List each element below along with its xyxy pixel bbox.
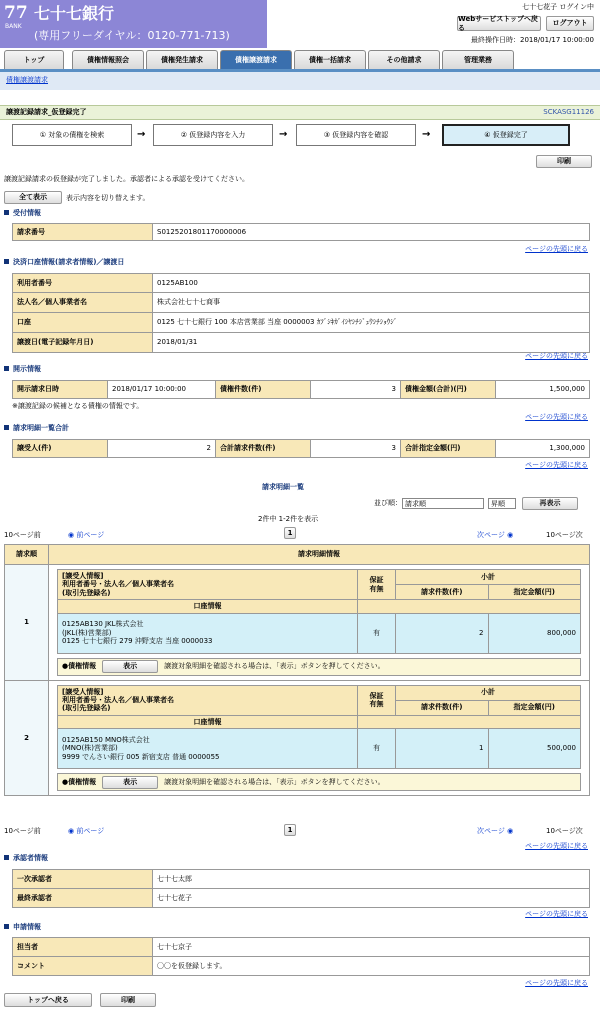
- disclosure-date: 2018/01/17 10:00:00: [108, 381, 216, 399]
- credit-info-label: ●債権情報: [62, 777, 97, 786]
- spacer: [358, 600, 581, 613]
- page-top-link[interactable]: ページの先頭に戻る: [525, 842, 588, 850]
- request-number: S0125201801170000006: [153, 224, 590, 241]
- sort-select[interactable]: 請求順: [402, 498, 484, 509]
- prev-page-label: 前ページ: [76, 827, 105, 835]
- section-account: 決済口座情報(請求者情報)／譲渡日: [4, 258, 124, 266]
- request-count: 1: [396, 729, 489, 769]
- section-summary: 請求明細一覧合計: [4, 424, 69, 432]
- page-number[interactable]: 1: [284, 527, 296, 539]
- next-10-pages: 10ページ次: [546, 827, 583, 835]
- guarantee-header: 保証 有無: [358, 570, 396, 600]
- tab-credit-inquiry[interactable]: 債権情報照会: [72, 50, 144, 69]
- row-inner-table: [57, 569, 581, 654]
- tab-bulk-request[interactable]: 債権一括請求: [294, 50, 366, 69]
- summary-label: 合計請求件数(件): [216, 440, 311, 458]
- party-header: [譲受人情報] 利用者番号・法人名／個人事業者名 (取引先登録名): [58, 685, 358, 715]
- assignee-name: 0125AB150 MNO株式会社 (MNO(株)営業部): [62, 736, 150, 753]
- summary-table: [12, 439, 590, 458]
- next-page-link[interactable]: [477, 827, 513, 835]
- main-tabs: [0, 50, 600, 72]
- specified-amount: 500,000: [488, 729, 581, 769]
- summary-label: 譲受人(件): [13, 440, 108, 458]
- row-block: [49, 565, 590, 681]
- credit-info-bar: [57, 773, 581, 791]
- completion-message: 譲渡記録請求の仮登録が完了しました。承認者による承認を受けてください。: [4, 175, 249, 183]
- assignee-info: [58, 613, 358, 653]
- step-2: ② 仮登録内容を入力: [153, 124, 273, 146]
- bank-logo: [0, 0, 267, 48]
- sub-nav: [0, 72, 600, 90]
- detail-table: [4, 544, 590, 796]
- tab-admin[interactable]: 管理業務: [442, 50, 514, 69]
- account-table: [12, 273, 590, 353]
- bank-name: 七十七銀行: [34, 4, 115, 23]
- count-header: 請求件数(件): [396, 700, 489, 715]
- page-top-link[interactable]: ページの先頭に戻る: [525, 979, 588, 987]
- subtotal-header: 小計: [396, 685, 581, 700]
- user-status: 七十七花子 ログイン中: [522, 3, 594, 11]
- account-label: 法人名／個人事業者名: [13, 293, 153, 313]
- row-block: [49, 680, 590, 796]
- print-button[interactable]: 印刷: [536, 155, 592, 168]
- credit-count: 3: [311, 381, 401, 399]
- arrow-icon: →: [279, 129, 288, 140]
- account-value: 株式会社七十七商事: [153, 293, 590, 313]
- account-header: 口座情報: [58, 715, 358, 728]
- specified-amount: 800,000: [488, 613, 581, 653]
- result-count: 2件中 1-2件を表示: [258, 515, 319, 523]
- section-application: 申請情報: [4, 923, 41, 931]
- last-operation-time: 最終操作日時：2018/01/17 10:00:00: [470, 36, 594, 44]
- assignee-account: 9999 でんさい銀行 005 新宿支店 普通 0000055: [62, 752, 220, 761]
- row-number: 1: [5, 565, 49, 681]
- approver-table: [12, 869, 590, 908]
- header: [0, 0, 600, 48]
- reception-table: [12, 223, 590, 241]
- step-3: ③ 仮登録内容を確認: [296, 124, 416, 146]
- credit-info-desc: 譲渡対象明細を確認される場合は、「表示」ボタンを押してください。: [164, 777, 385, 786]
- credit-amount: 1,500,000: [496, 381, 590, 399]
- account-value: 0125 七十七銀行 100 本店営業部 当座 0000003 ｶﾌﾞｼｷｶﾞｲｼﾔｼﾁｼﾞｭｳｼﾁｼｮｳｼﾞ: [153, 313, 590, 333]
- logo-number: 77: [4, 3, 28, 23]
- credit-info-desc: 譲渡対象明細を確認される場合は、「表示」ボタンを押してください。: [164, 662, 385, 671]
- next-arrow-icon: ◉: [504, 531, 514, 539]
- request-count: 2: [396, 613, 489, 653]
- application-table: [12, 937, 590, 976]
- disclosure-label: 債権件数(件): [216, 381, 311, 399]
- guarantee-header: 保証 有無: [358, 685, 396, 715]
- disclosure-table: [12, 380, 590, 399]
- logout-button[interactable]: ログアウト: [546, 16, 594, 31]
- approver-label: 最終承認者: [13, 889, 153, 908]
- logo-bank: BANK: [5, 23, 22, 30]
- prev-page-label: 前ページ: [76, 531, 105, 539]
- arrow-icon: →: [422, 129, 431, 140]
- account-label: 譲渡日(電子記録年月日): [13, 333, 153, 353]
- total-request-count: 3: [311, 440, 401, 458]
- order-select[interactable]: 昇順: [488, 498, 516, 509]
- assignee-count: 2: [108, 440, 216, 458]
- page-top-link[interactable]: ページの先頭に戻る: [525, 245, 588, 253]
- prev-arrow-icon: ◉: [68, 531, 77, 539]
- step-4-current: ④ 仮登録完了: [442, 124, 570, 146]
- show-credit-button[interactable]: 表示: [102, 660, 158, 673]
- credit-info-label: ●債権情報: [62, 662, 97, 671]
- col-order: 請求順: [5, 545, 49, 565]
- disclosure-label: 債権金額(合計)(円): [401, 381, 496, 399]
- prev-10-pages: 10ページ前: [4, 827, 41, 835]
- approver-name: 七十七太郎: [153, 870, 590, 889]
- page-number[interactable]: 1: [284, 824, 296, 836]
- summary-label: 合計指定金額(円): [401, 440, 496, 458]
- page-title: 譲渡記録請求_仮登録完了: [6, 108, 87, 117]
- account-label: 利用者番号: [13, 274, 153, 293]
- redisplay-button[interactable]: 再表示: [522, 497, 578, 510]
- page-top-link[interactable]: ページの先頭に戻る: [525, 910, 588, 918]
- prev-10-pages: 10ページ前: [4, 531, 41, 539]
- section-reception: 受付情報: [4, 209, 41, 217]
- person-in-charge: 七十七京子: [153, 938, 590, 957]
- spacer: [358, 715, 581, 728]
- step-1: ① 対象の債権を検索: [12, 124, 132, 146]
- page-title-bar: [0, 105, 600, 120]
- assignee-info: [58, 729, 358, 769]
- tab-top[interactable]: トップ: [4, 50, 64, 69]
- total-amount: 1,300,000: [496, 440, 590, 458]
- show-credit-button[interactable]: 表示: [102, 776, 158, 789]
- account-value: 0125AB100: [153, 274, 590, 293]
- sort-label: 並び順：: [374, 499, 402, 507]
- section-disclosure: 開示情報: [4, 365, 41, 373]
- web-service-top-button[interactable]: Webサービストップへ戻る: [457, 16, 541, 31]
- section-approver: 承認者情報: [4, 854, 48, 862]
- amount-header: 指定金額(円): [488, 700, 581, 715]
- col-detail: 請求明細情報: [49, 545, 590, 565]
- assignee-account: 0125 七十七銀行 279 沖野支店 当座 0000033: [62, 637, 213, 646]
- next-arrow-icon: ◉: [504, 827, 514, 835]
- count-header: 請求件数(件): [396, 585, 489, 600]
- tab-credit-transfer[interactable]: 債権譲渡請求: [220, 50, 292, 69]
- account-label: 口座: [13, 313, 153, 333]
- request-number-label: 請求番号: [13, 224, 153, 241]
- page-top-link[interactable]: ページの先頭に戻る: [525, 461, 588, 469]
- party-header: [譲受人情報] 利用者番号・法人名／個人事業者名 (取引先登録名): [58, 570, 358, 600]
- application-label: 担当者: [13, 938, 153, 957]
- next-page-label: 次ページ: [477, 531, 505, 539]
- print-button-bottom[interactable]: 印刷: [100, 993, 156, 1007]
- guarantee: 有: [358, 729, 396, 769]
- guarantee: 有: [358, 613, 396, 653]
- show-all-description: 表示内容を切り替えます。: [66, 194, 150, 202]
- row-inner-table: [57, 685, 581, 770]
- amount-header: 指定金額(円): [488, 585, 581, 600]
- assignee-name: 0125AB130 JKL株式会社 (JKL(株)営業部): [62, 620, 144, 637]
- tab-other-request[interactable]: その他請求: [368, 50, 440, 69]
- account-header: 口座情報: [58, 600, 358, 613]
- row-number: 2: [5, 680, 49, 796]
- tab-credit-issue[interactable]: 債権発生請求: [146, 50, 218, 69]
- approver-name: 七十七花子: [153, 889, 590, 908]
- credit-info-bar: [57, 658, 581, 676]
- disclosure-label: 開示請求日時: [13, 381, 108, 399]
- application-label: コメント: [13, 957, 153, 976]
- toll-free-number: (専用フリーダイヤル：0120-771-713): [34, 29, 230, 42]
- prev-page-link[interactable]: [68, 827, 104, 835]
- page-top-link[interactable]: ページの先頭に戻る: [525, 413, 588, 421]
- account-value: 2018/01/31: [153, 333, 590, 353]
- prev-page-link[interactable]: [68, 531, 104, 539]
- screen-code: SCKASG11126: [543, 108, 594, 117]
- approver-label: 一次承認者: [13, 870, 153, 889]
- page-top-link[interactable]: ページの先頭に戻る: [525, 352, 588, 360]
- back-to-top-button[interactable]: トップへ戻る: [4, 993, 92, 1007]
- next-page-link[interactable]: [477, 531, 513, 539]
- subnav-transfer-link[interactable]: 債権譲渡請求: [6, 76, 48, 84]
- comment: 〇〇を仮登録します。: [153, 957, 590, 976]
- list-title: 請求明細一覧: [262, 483, 304, 491]
- next-page-label: 次ページ: [477, 827, 505, 835]
- arrow-icon: →: [137, 129, 146, 140]
- show-all-button[interactable]: 全て表示: [4, 191, 62, 204]
- prev-arrow-icon: ◉: [68, 827, 77, 835]
- disclosure-note: ※譲渡記録の候補となる債権の情報です。: [12, 402, 144, 410]
- next-10-pages: 10ページ次: [546, 531, 583, 539]
- subtotal-header: 小計: [396, 570, 581, 585]
